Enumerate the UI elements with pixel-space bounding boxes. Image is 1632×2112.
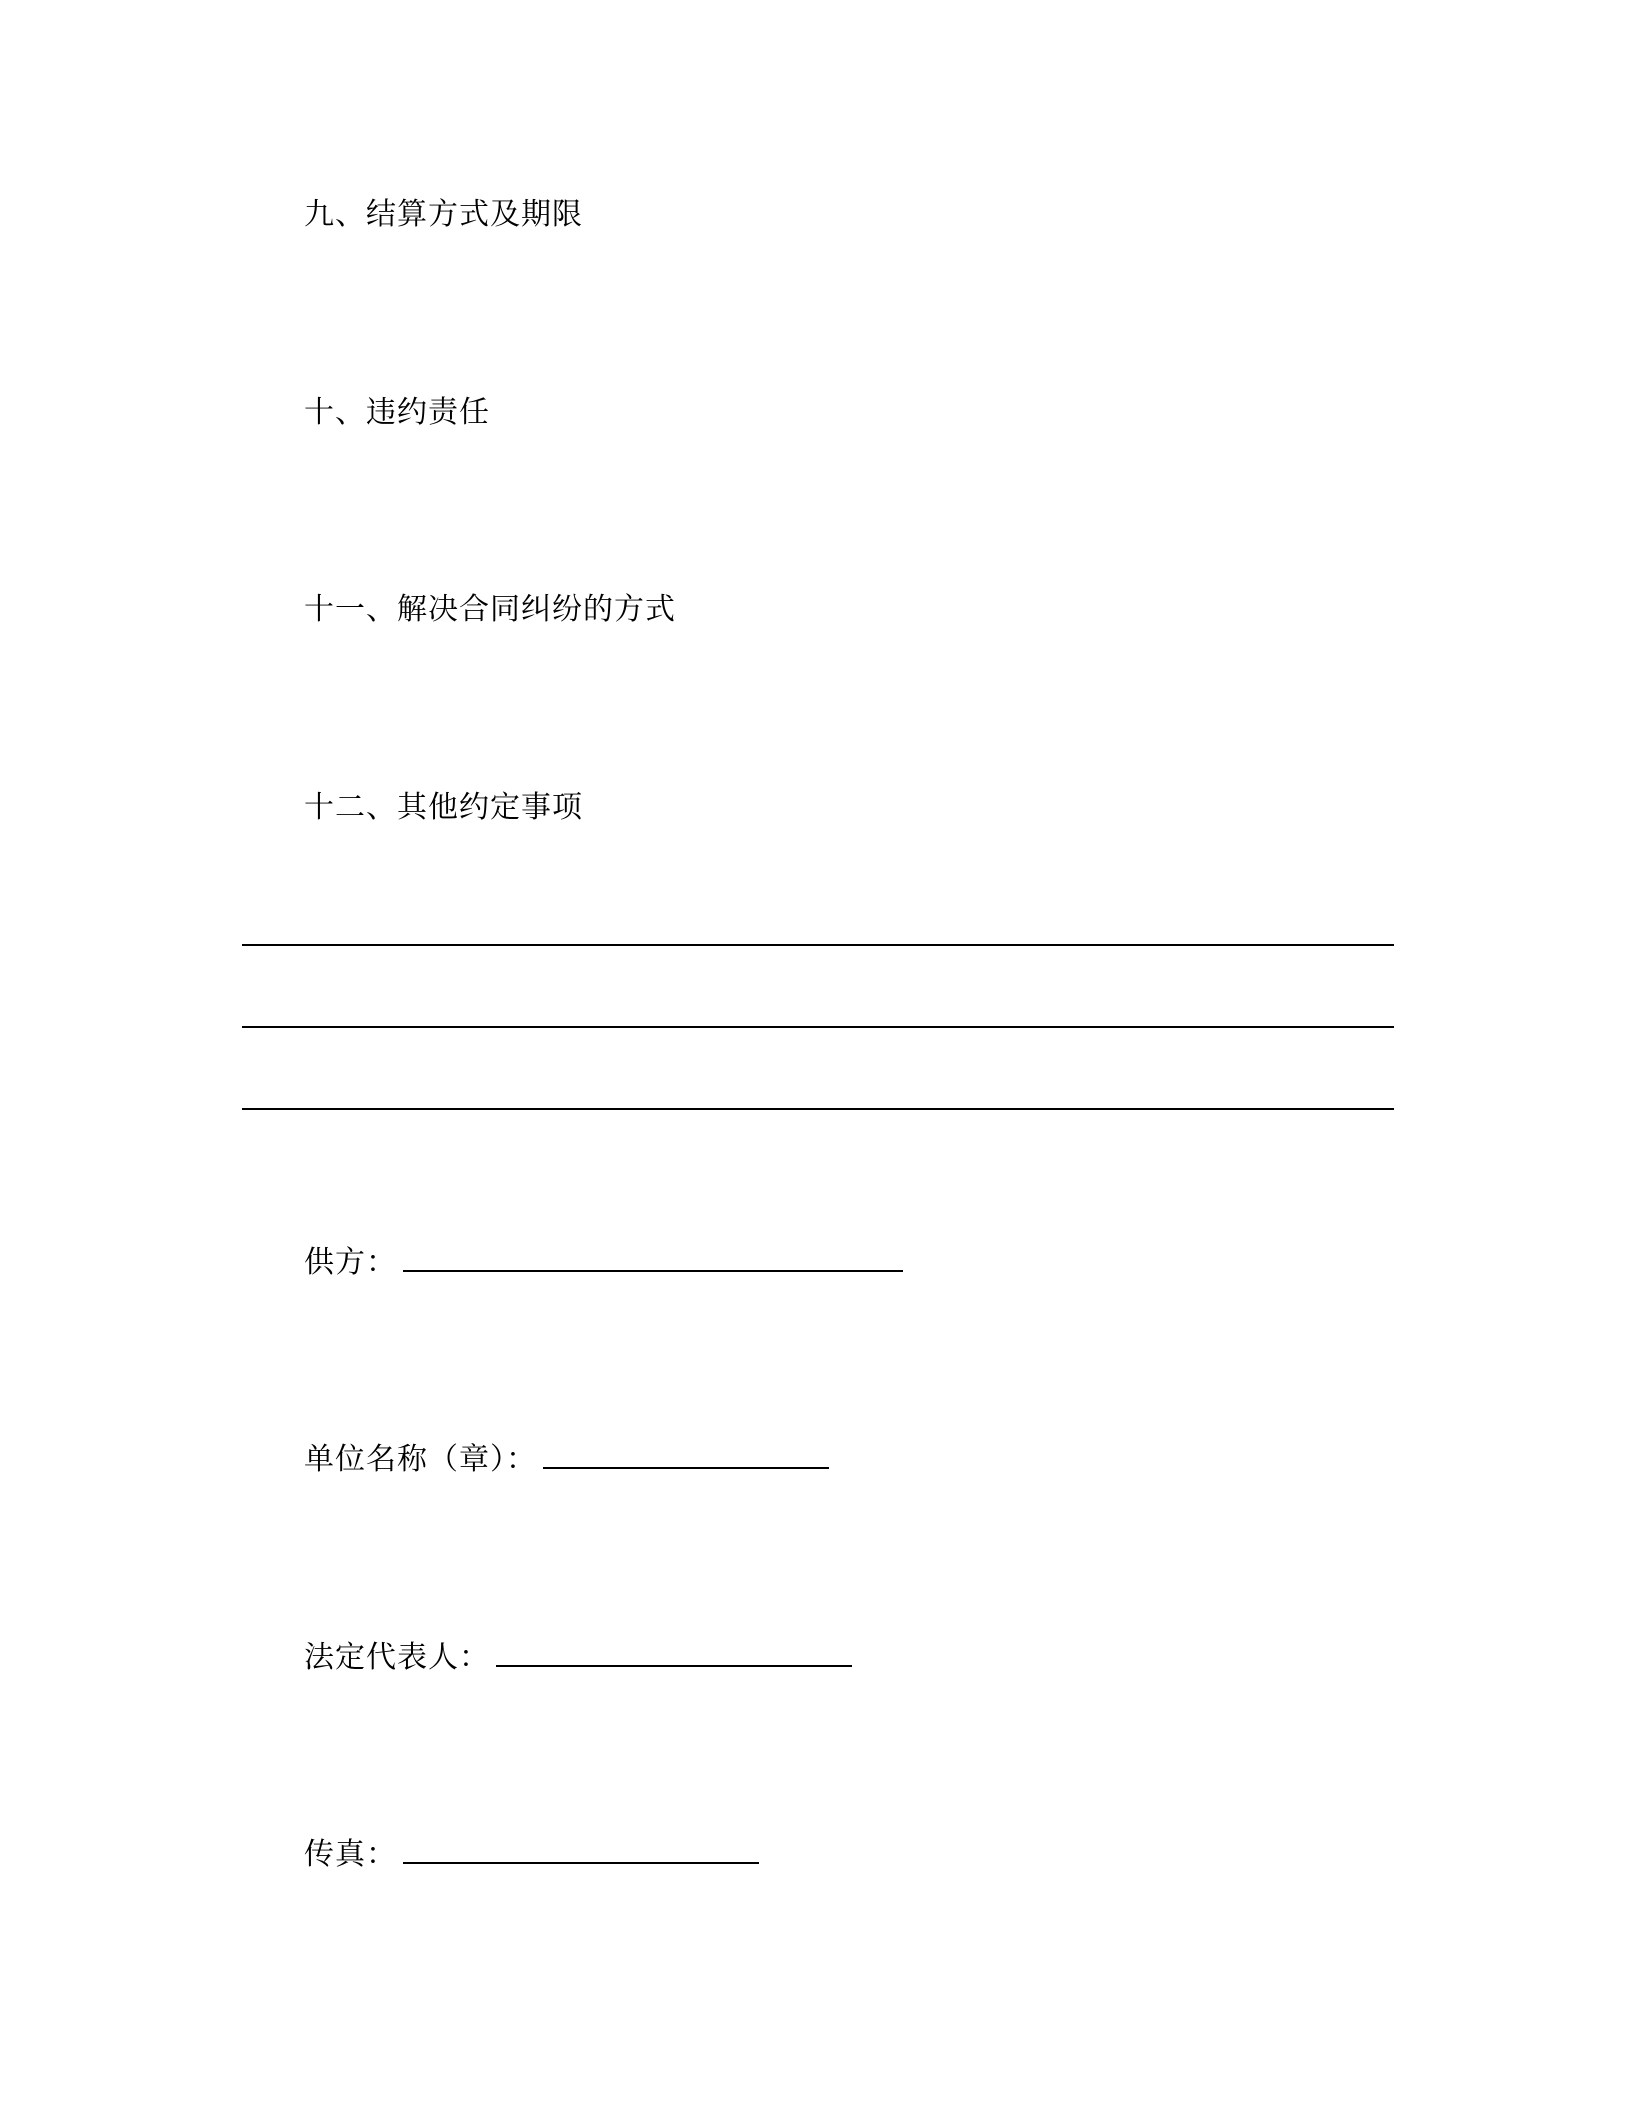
unit-name-label: 单位名称（章）： bbox=[304, 1442, 537, 1477]
fax-field bbox=[304, 1832, 759, 1875]
fax-blank[interactable] bbox=[403, 1832, 759, 1864]
unit-name-blank[interactable] bbox=[543, 1437, 829, 1469]
blank-line-1[interactable] bbox=[242, 944, 1394, 946]
legal-rep-label: 法定代表人： bbox=[304, 1640, 490, 1675]
section-heading-liability: 十、违约责任 bbox=[304, 395, 490, 430]
blank-line-2[interactable] bbox=[242, 1026, 1394, 1028]
section-heading-other-terms: 十二、其他约定事项 bbox=[304, 790, 583, 825]
supplier-blank[interactable] bbox=[403, 1240, 903, 1272]
fax-label: 传真： bbox=[304, 1837, 397, 1872]
section-heading-settlement: 九、结算方式及期限 bbox=[304, 197, 583, 232]
legal-rep-field bbox=[304, 1635, 852, 1678]
supplier-label: 供方： bbox=[304, 1245, 397, 1280]
legal-rep-blank[interactable] bbox=[496, 1635, 852, 1667]
unit-name-field bbox=[304, 1437, 829, 1480]
supplier-field bbox=[304, 1240, 903, 1283]
section-heading-dispute: 十一、解决合同纠纷的方式 bbox=[304, 592, 676, 627]
blank-line-3[interactable] bbox=[242, 1108, 1394, 1110]
